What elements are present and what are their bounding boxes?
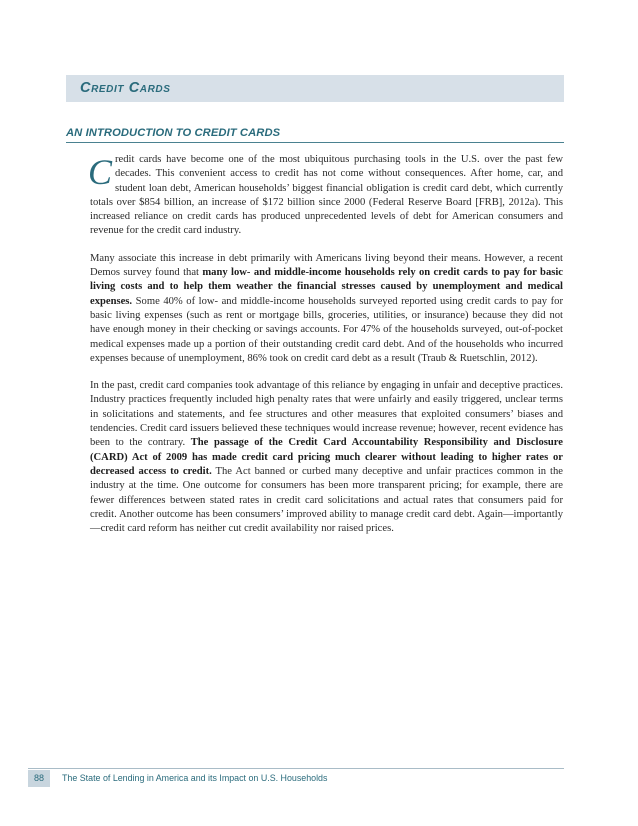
- paragraph-survey: [90, 252, 563, 366]
- paragraph-survey-rest: Some 40% of low- and middle-income households surveyed reported using credit cards to pay for basic living expenses (such as rent or mortgage bills, groceries, utilities, or insurance) because they did not have enough money in their checking or savings accounts. For 47% of the households surveyed, out-of-pocket medical expenses made up a portion of their outstanding credit card debt. And of the households who incurred expenses because of unemployment, 86% took on credit card debt as a result (Traub & Ruetschlin, 2012).: [90, 295, 563, 364]
- paragraph-intro-text: redit cards have become one of the most ubiquitous purchasing tools in the U.S. over the past few decades. This convenient access to credit has not come without consequences. After home, car, and student loan debt, American households’ biggest financial obligation is credit card debt, which currently totals over $854 billion, an increase of $172 billion since 2000 (Federal Reserve Board [FRB], 2012a). This increased reliance on credit cards has produced unprecedented levels of debt for American consumers and revenue for the credit card industry.: [90, 154, 563, 237]
- paragraph-intro: [90, 153, 563, 239]
- chapter-header-band: [66, 75, 564, 102]
- paragraph-card-act-intro: In the past, credit card companies took advantage of this reliance by engaging in unfair and deceptive practices. Industry practices frequently included high penalty rates that were unfairly and easily triggered, unclear terms in solicitations and statements, and fee structures and other measures that exploited consumers’ biases and tendencies. Credit card issuers believed these techniques would increase revenue; however, recent evidence has been to the contrary.: [90, 380, 563, 449]
- section-divider: [66, 142, 564, 143]
- drop-cap: C: [88, 152, 113, 192]
- paragraph-survey-highlight: many low- and middle-income households rely on credit cards to pay for basic living costs and to help them weather the financial stresses caused by unemployment and medical expenses.: [90, 267, 564, 307]
- paragraph-survey-intro: Many associate this increase in debt primarily with Americans living beyond their means. However, a recent Demos survey found that: [90, 252, 563, 279]
- page-number: 88: [28, 770, 50, 787]
- paragraph-card-act: [90, 379, 563, 536]
- paragraph-card-act-highlight: The passage of the Credit Card Accountability Responsibility and Disclosure (CARD) Act of 2009 has made credit card pricing much clearer without leading to higher rates or decreased access to credit.: [90, 437, 563, 477]
- footer-divider: [28, 768, 564, 769]
- section-heading: AN INTRODUCTION TO CREDIT CARDS: [66, 127, 281, 139]
- paragraph-card-act-rest: The Act banned or curbed many deceptive and unfair practices common in the industry at the time. One outcome for consumers has been more transparent pricing; for example, there are fewer differences between stated rates in credit card solicitations and actual rates that consumers paid for credit. Another outcome has been consumers’ improved ability to manage credit card debt. Again—importantly—credit card reform has neither cut credit availability nor raised prices.: [90, 465, 563, 535]
- chapter-title: Credit Cards: [80, 80, 171, 96]
- article-body: [90, 153, 563, 549]
- publication-title: The State of Lending in America and its Impact on U.S. Households: [62, 773, 328, 783]
